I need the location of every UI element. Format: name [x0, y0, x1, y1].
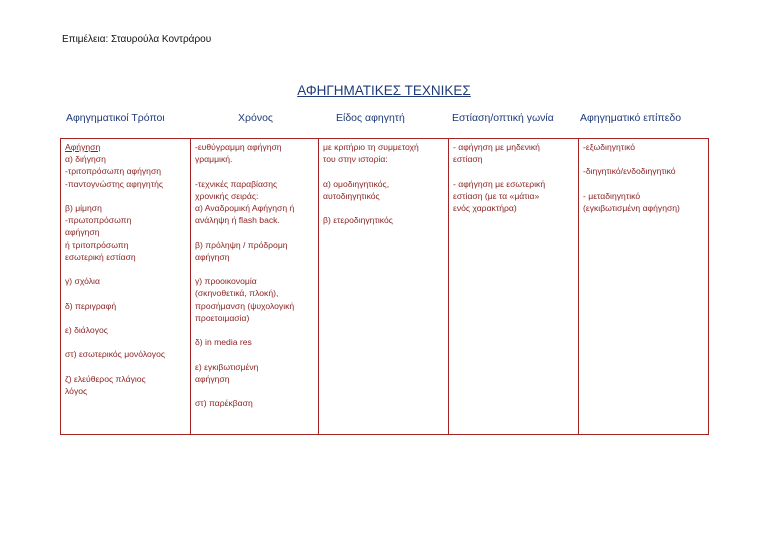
cell-line	[65, 190, 186, 202]
cell-line: χρονικής σειράς:	[195, 190, 259, 201]
cell-line: ζ) ελεύθερος πλάγιος	[65, 373, 146, 384]
cell-line: -εξωδιηγητικό	[583, 142, 636, 152]
cell-line: με κριτήριο τη συμμετοχή	[323, 142, 419, 152]
header-narrator-type: Είδος αφηγητή	[336, 112, 405, 124]
cell-line: αφήγηση	[195, 251, 230, 262]
cell-narrator-type	[319, 139, 449, 435]
cell-line: α) διήγηση	[65, 154, 106, 165]
cell-line: στ) παρέκβαση	[195, 398, 253, 409]
techniques-table	[60, 138, 709, 435]
page-title: ΑΦΗΓΗΜΑΤΙΚΕΣ ΤΕΧΝΙΚΕΣ	[297, 83, 471, 98]
cell-line: - αφήγηση με εσωτερική	[453, 178, 546, 189]
cell-line: β) ετεροδιηγητικός	[323, 215, 393, 226]
cell-line: α) Αναδρομική Αφήγηση ή	[195, 203, 295, 213]
cell-line: δ) περιγραφή	[65, 300, 117, 311]
cell-narrative-level	[579, 139, 709, 435]
cell-line	[65, 361, 186, 373]
cell-line: αυτοδιηγητικός	[323, 190, 380, 201]
cell-line	[65, 336, 186, 348]
cell-line: αφήγηση	[65, 227, 100, 238]
cell-line	[195, 385, 314, 397]
cell-line	[195, 226, 314, 238]
cell-line: εστίαση	[453, 154, 483, 165]
cell-line	[195, 165, 314, 177]
cell-line: προσήμανση (ψυχολογική	[195, 300, 295, 311]
cell-line: β) μίμηση	[65, 203, 102, 213]
cell-line: -τριτοπρόσωπη αφήγηση	[65, 166, 162, 177]
cell-line: γραμμική.	[195, 154, 233, 165]
cell-line: Αφήγηση	[65, 142, 101, 152]
cell-line: -παντογνώστης αφηγητής	[65, 178, 164, 189]
cell-line	[65, 263, 186, 275]
cell-line: -τεχνικές παραβίασης	[195, 178, 278, 189]
header-narrative-level: Αφηγηματικό επίπεδο	[580, 112, 682, 124]
cell-line: (εγκιβωτισμένη αφήγηση)	[583, 202, 680, 213]
cell-line	[323, 165, 444, 177]
cell-line: β) πρόληψη / πρόδρομη	[195, 239, 288, 250]
cell-line: ε) εγκιβωτισμένη	[195, 361, 259, 372]
cell-line: γ) σχόλια	[65, 276, 100, 287]
cell-line	[583, 153, 704, 165]
cell-line	[65, 287, 186, 299]
cell-line: - αφήγηση με μηδενική	[453, 142, 540, 152]
cell-line: στ) εσωτερικός μονόλογος	[65, 349, 166, 360]
cell-line	[65, 312, 186, 324]
cell-time	[191, 139, 319, 435]
cell-line	[195, 348, 314, 360]
cell-line: γ) προοικονομία	[195, 276, 257, 287]
cell-line: εστίαση (με τα «μάτια»	[453, 190, 540, 201]
header-narrative-modes: Αφηγηματικοί Τρόποι	[66, 112, 165, 124]
cell-line	[453, 165, 574, 177]
cell-focalization	[449, 139, 579, 435]
cell-line: δ) in media res	[195, 337, 252, 348]
cell-line: -πρωτοπρόσωπη	[65, 215, 132, 226]
page-title-wrap	[0, 82, 768, 100]
cell-line	[583, 178, 704, 190]
cell-line	[323, 202, 444, 214]
cell-line: (σκηνοθετικά, πλοκή),	[195, 288, 279, 299]
cell-line: αφήγηση	[195, 373, 230, 384]
author-credit: Επιμέλεια: Σταυρούλα Κοντράρου	[62, 34, 212, 45]
table-row	[61, 139, 709, 435]
cell-line: - μεταδιηγητικό	[583, 190, 641, 201]
cell-line: προετοιμασία)	[195, 312, 250, 323]
cell-line: του στην ιστορία:	[323, 154, 388, 165]
column-headers	[60, 112, 708, 126]
cell-line: ε) διάλογος	[65, 324, 108, 335]
cell-line: ή τριτοπρόσωπη	[65, 239, 129, 250]
cell-line: -ευθύγραμμη αφήγηση	[195, 142, 282, 152]
header-focalization: Εστίαση/οπτική γωνία	[452, 112, 554, 124]
cell-line: α) ομοδιηγητικός,	[323, 178, 390, 189]
cell-line: λόγος	[65, 385, 88, 396]
cell-narrative-modes	[61, 139, 191, 435]
cell-line: ενός χαρακτήρα)	[453, 203, 517, 213]
cell-line: -διηγητικό/ενδοδιηγητικό	[583, 166, 676, 177]
cell-line	[195, 324, 314, 336]
header-time: Χρόνος	[238, 112, 273, 124]
cell-line: ανάληψη ή flash back.	[195, 215, 280, 226]
cell-line	[195, 263, 314, 275]
cell-line: εσωτερική εστίαση	[65, 251, 136, 262]
